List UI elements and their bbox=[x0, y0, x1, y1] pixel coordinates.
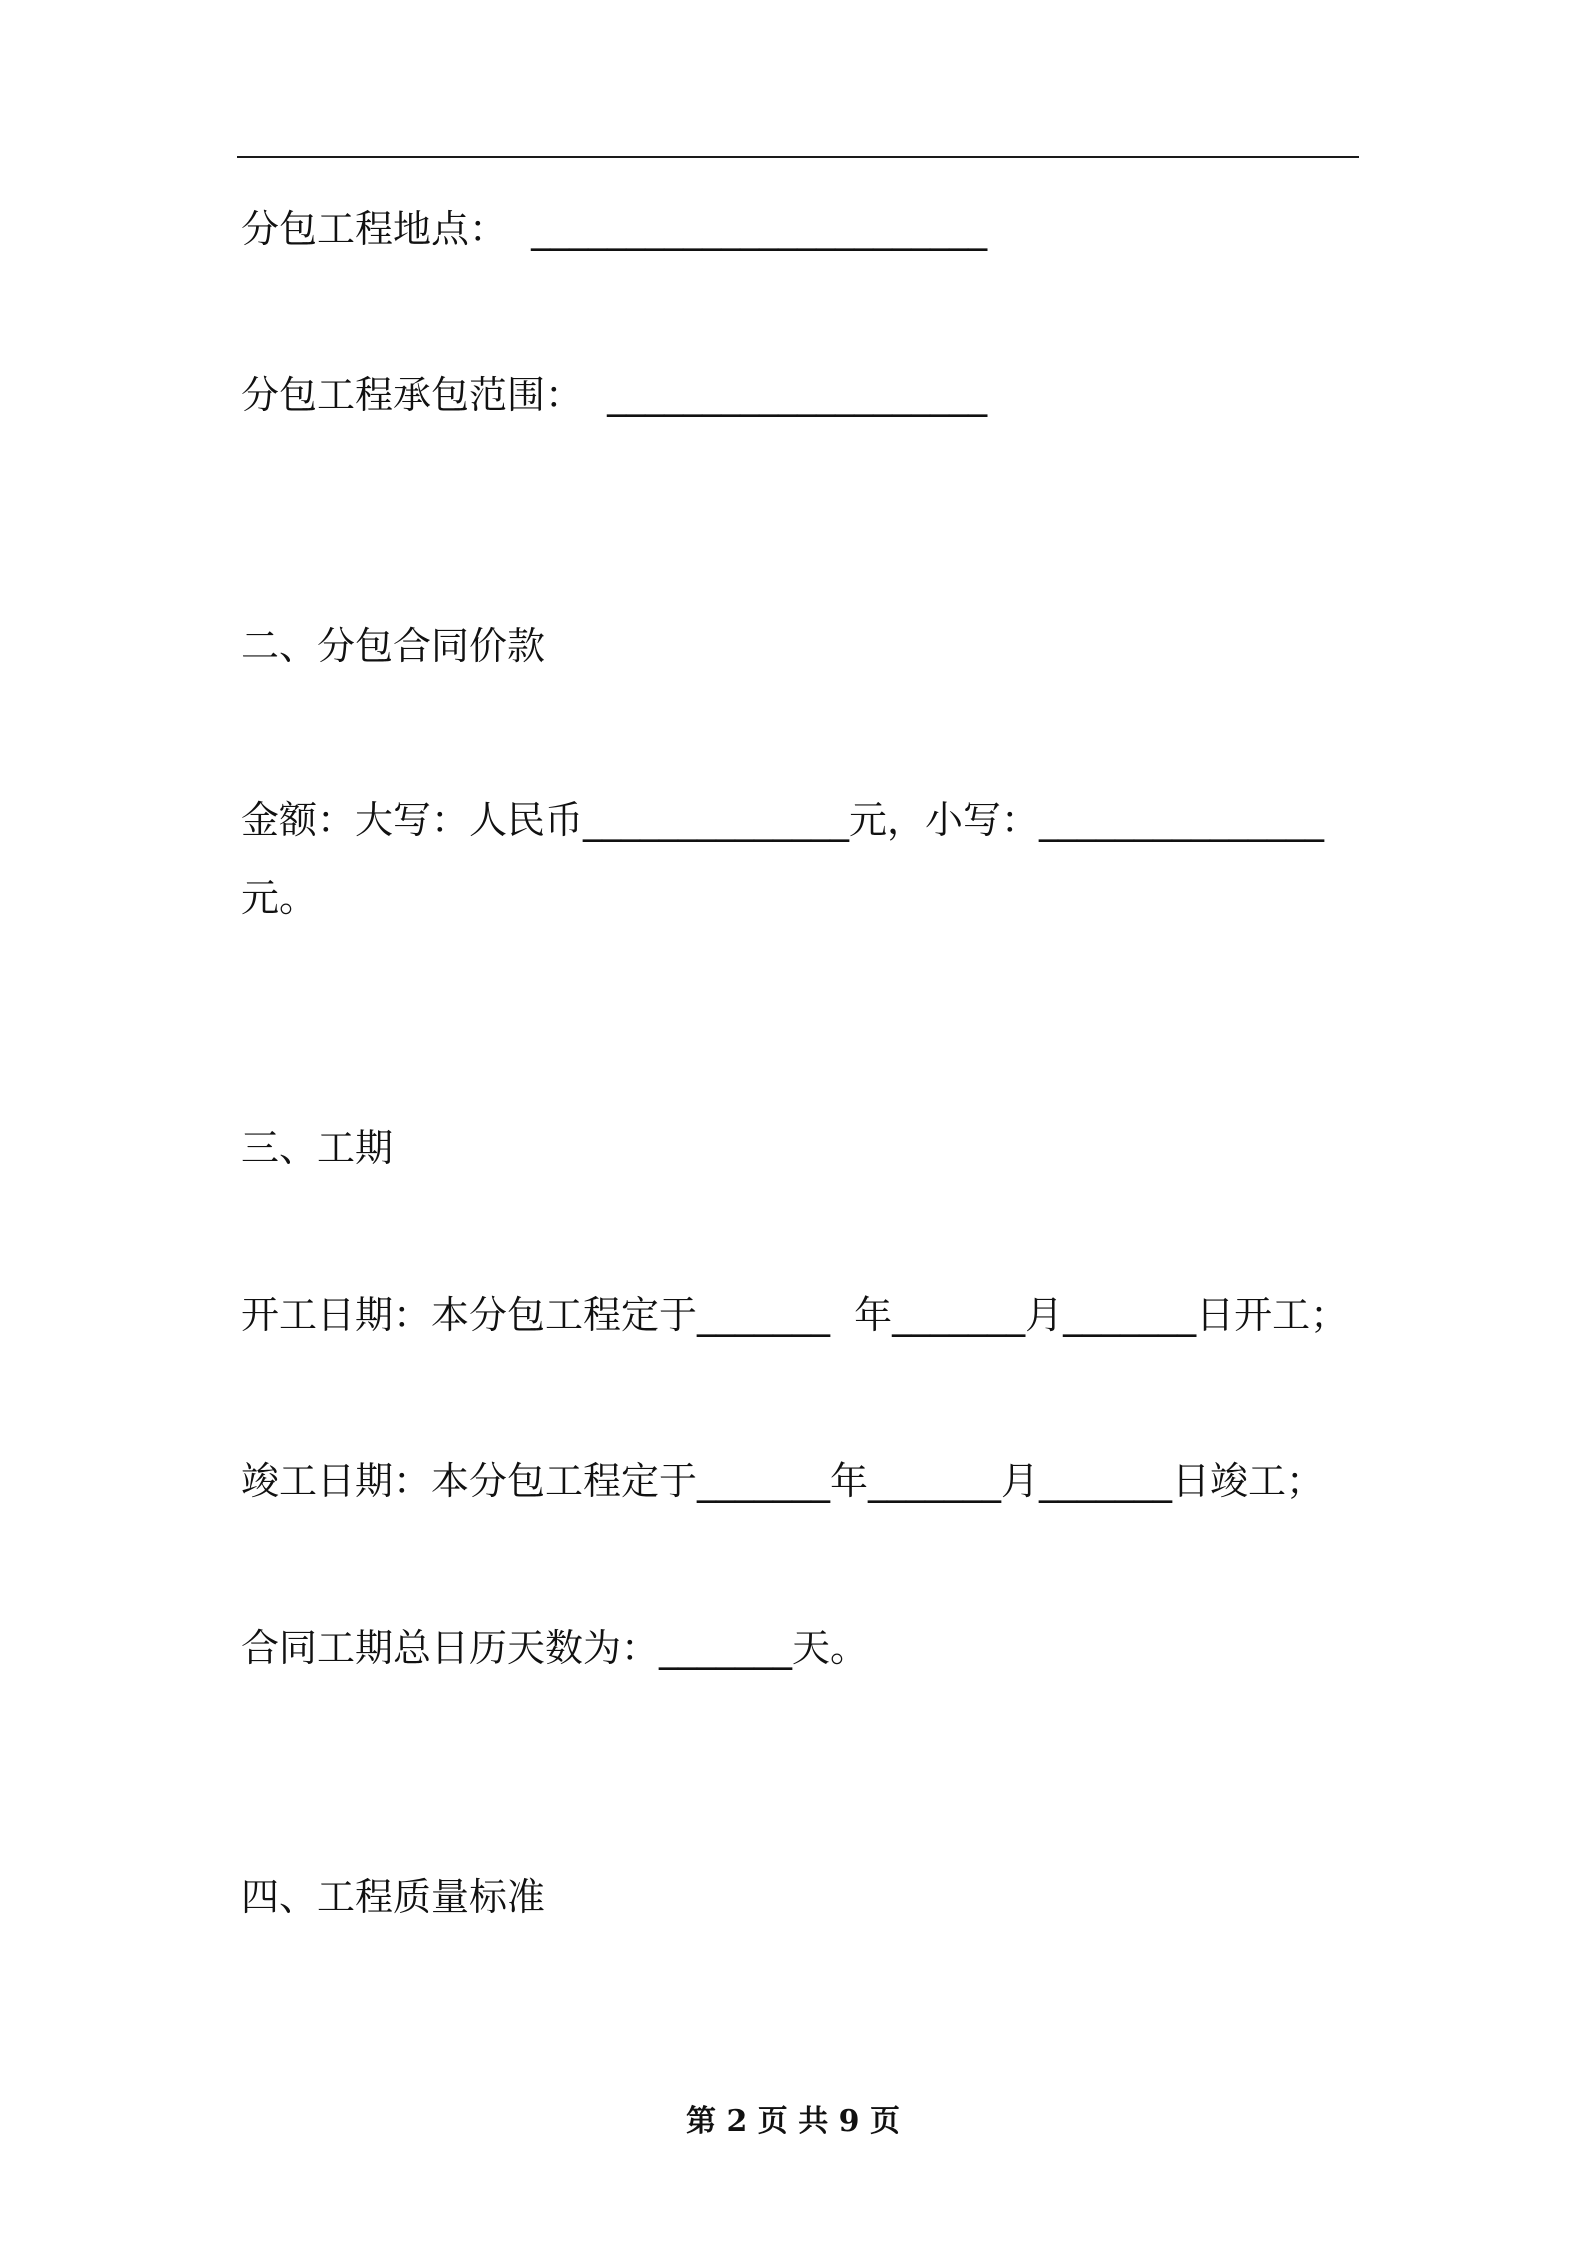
section-heading-schedule: 三、工期 bbox=[241, 1126, 394, 1170]
contract-scope-line: 分包工程承包范围： ____________________ bbox=[241, 373, 988, 417]
section-heading-contract-price: 二、分包合同价款 bbox=[241, 624, 546, 668]
total-days-line: 合同工期总日历天数为：_______天。 bbox=[241, 1626, 869, 1670]
project-location-line: 分包工程地点： ________________________ bbox=[241, 207, 988, 251]
start-date-line: 开工日期：本分包工程定于_______ 年_______月_______日开工； bbox=[241, 1293, 1349, 1337]
completion-date-line: 竣工日期：本分包工程定于_______年_______月_______日竣工； bbox=[241, 1459, 1325, 1503]
page-number-footer: 第 2 页 共 9 页 bbox=[686, 2104, 900, 2139]
section-heading-quality-standard: 四、工程质量标准 bbox=[241, 1875, 546, 1919]
amount-line-continuation: 元。 bbox=[241, 876, 318, 920]
amount-line: 金额：大写：人民币______________元，小写：_______________ bbox=[241, 798, 1325, 842]
header-rule bbox=[237, 156, 1359, 158]
